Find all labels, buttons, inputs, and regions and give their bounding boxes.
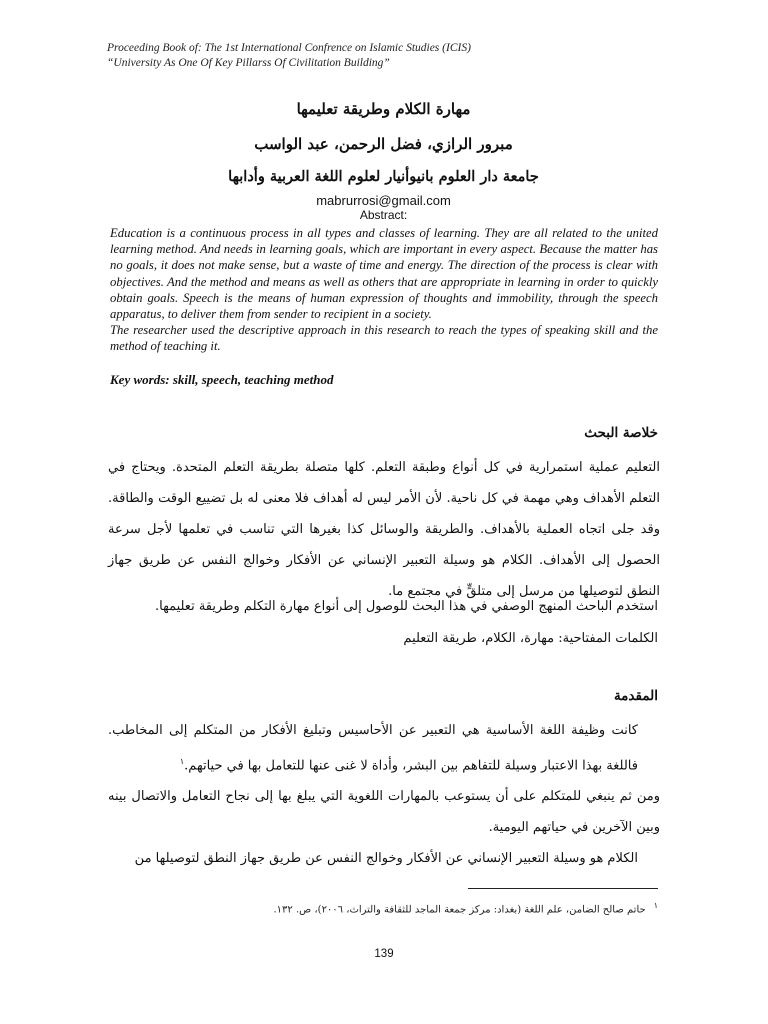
footnote <box>273 901 658 915</box>
footnote-reference[interactable]: ١ <box>179 757 185 766</box>
paper-title: مهارة الكلام وطريقة تعليمها <box>296 100 471 118</box>
running-header <box>107 41 667 71</box>
footnote-number: ١ <box>653 901 658 910</box>
intro-paragraph-1 <box>108 715 660 781</box>
abstract-body <box>110 225 658 355</box>
intro-paragraph-2: ومن ثم ينبغي للمتكلم على أن يستوعب بالمهارات اللغوية التي يبلغ بها إلى نجاح التعامل والاتصال بينه وبين الآخرين في حياتهم اليومية. <box>108 789 660 836</box>
author-email: mabrurrosi@gmail.com <box>316 193 451 208</box>
header-theme: “University As One Of Key Pillarss Of Civilitation Building” <box>107 57 390 69</box>
intro-body <box>108 715 660 874</box>
abstract-paragraph-1: Education is a continuous process in all types and classes of learning. They are all related to the united learning method. And needs in learning goals, which are important in every aspect. Because the matter has no goals, it does not make sense, but a waste of time and energy. The direction of the process is clear with objectives. And the method and means as well as others that are appropriate in learning in order to quickly obtain goals. Speech is the means of human expression of thoughts and immobility, through the speech apparatus, to deliver them from sender to recipient in a society. <box>110 226 658 322</box>
paper-affiliation: جامعة دار العلوم بانيوأنيار لعلوم اللغة العربية وأدابها <box>228 168 539 185</box>
abstract-label: Abstract: <box>359 208 408 222</box>
header-conference: The 1st International Confrence on Islamic Studies (ICIS) <box>201 42 471 54</box>
summary-keywords: الكلمات المفتاحية: مهارة، الكلام، طريقة التعليم <box>403 631 658 646</box>
header-line-1 <box>107 41 667 56</box>
summary-heading: خلاصة البحث <box>584 425 658 441</box>
footnote-text: حاتم صالح الضامن، علم اللغة (بغداد: مركز جمعة الماجد للثقافة والتراث، ٢٠٠٦)، ص. ١٣٢. <box>273 904 646 916</box>
abstract-paragraph-2: The researcher used the descriptive approach in this research to reach the types of speaking skill and the method of teaching it. <box>110 323 658 354</box>
header-label: Proceeding Book of: <box>107 42 202 54</box>
intro-paragraph-1-text: كانت وظيفة اللغة الأساسية هي التعبير عن الأحاسيس وتبليغ الأفكار من المتكلم إلى المخاطب. فاللغة بهذا الاعتبار وسيلة للتفاهم بين البشر، وأداة لا غنى عنها للتعامل بها في حياتهم. <box>108 723 638 774</box>
page-number: 139 <box>374 948 394 960</box>
summary-body: التعليم عملية استمرارية في كل أنواع وطبقة التعلم. كلها متصلة بطريقة التعلم المتحدة. ويحتاج في التعلم الأهداف وهي مهمة في كل ناحية. لأن الأمر ليس له أهداف فلا معنى له بل تضييع الوقت والطاقة. وقد جلى اتجاه العملية بالأهداف. والطريقة والوسائل كذا بغيرها التي تناسب في تعلمها لأجل سرعة الحصول إلى الأهداف. الكلام هو وسيلة التعبير الإنساني عن الأفكار وخوالج النفس عن طريق جهاز النطق لتوصيلها من مرسل إلى متلقٍّ في مجتمع ما. <box>108 460 660 599</box>
paper-authors: مبرور الرازي، فضل الرحمن، عبد الواسب <box>254 135 513 153</box>
intro-heading: المقدمة <box>613 688 658 704</box>
footnote-divider <box>468 888 658 889</box>
intro-paragraph-3: الكلام هو وسيلة التعبير الإنساني عن الأفكار وخوالج النفس عن طريق جهاز النطق لتوصيلها من <box>134 851 638 867</box>
abstract-keywords: Key words: skill, speech, teaching method <box>110 372 334 387</box>
summary-method: استخدم الباحث المنهج الوصفي في هذا البحث للوصول إلى أنواع مهارة التكلم وطريقة تعليمها. <box>154 599 658 614</box>
